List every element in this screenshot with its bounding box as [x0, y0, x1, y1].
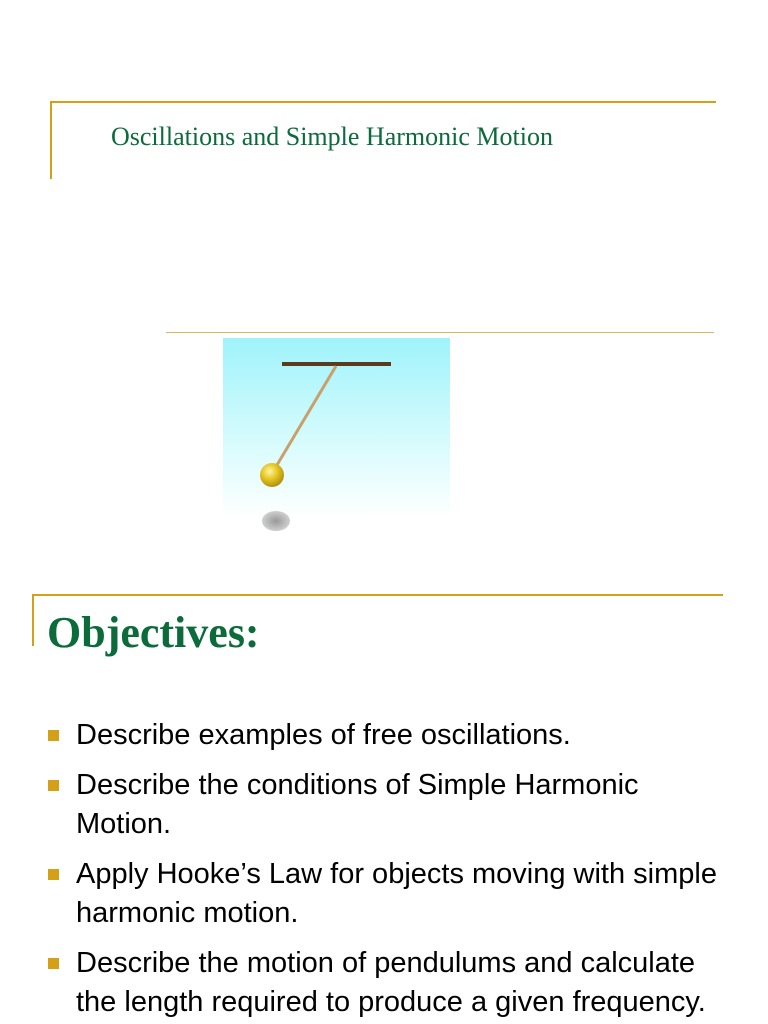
title-frame-left-line	[50, 101, 52, 179]
list-item-text: Apply Hooke’s Law for objects moving with simple harmonic motion.	[76, 858, 717, 929]
list-item	[46, 716, 736, 755]
list-item-text: Describe the motion of pendulums and calculate the length required to produce a given frequency.	[76, 947, 706, 1018]
objectives-title: Objectives:	[47, 608, 260, 657]
slide-2	[0, 590, 768, 1024]
objectives-frame-left-line	[32, 594, 34, 646]
list-item	[46, 855, 736, 933]
pendulum-illustration	[223, 338, 450, 538]
divider-line	[166, 332, 714, 333]
pendulum-shadow	[262, 511, 290, 531]
list-item-text: Describe the conditions of Simple Harmonic Motion.	[76, 769, 639, 840]
title-frame-top-line	[50, 101, 716, 103]
list-item	[46, 766, 736, 844]
slide-title: Oscillations and Simple Harmonic Motion	[111, 122, 553, 151]
bullet-square-icon	[48, 869, 59, 880]
objectives-list	[46, 716, 736, 1024]
list-item-text: Describe examples of free oscillations.	[76, 719, 571, 751]
bullet-square-icon	[48, 730, 59, 741]
objectives-frame-top-line	[32, 594, 723, 596]
bullet-square-icon	[48, 958, 59, 969]
pendulum-support-bar	[282, 362, 391, 366]
bullet-square-icon	[48, 780, 59, 791]
pendulum-bob	[260, 463, 284, 487]
list-item	[46, 944, 736, 1022]
